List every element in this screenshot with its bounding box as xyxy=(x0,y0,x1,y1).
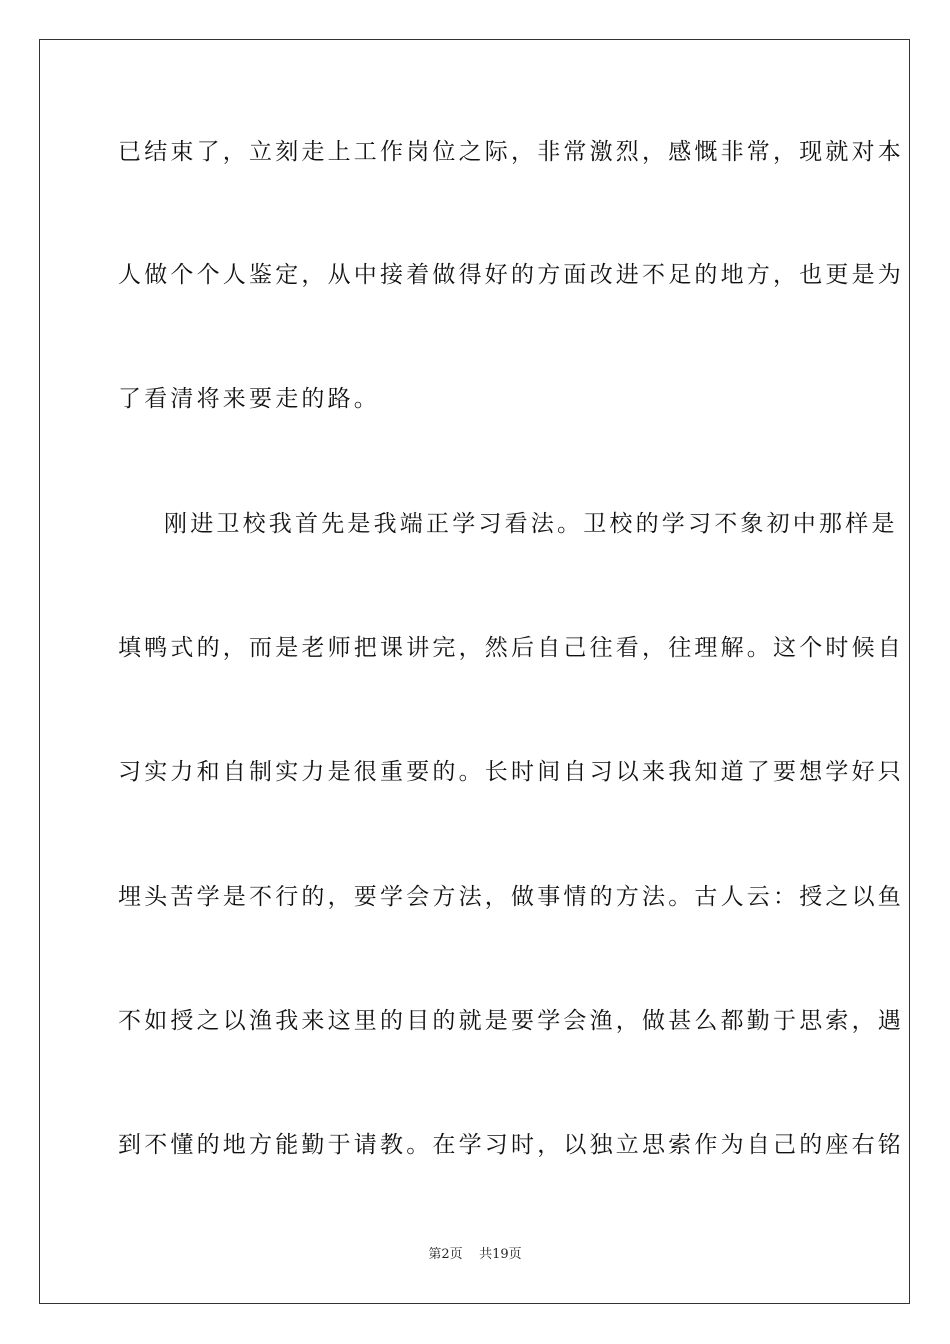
text-line-6: 习实力和自制实力是很重要的。长时间自习以来我知道了要想学好只 xyxy=(118,759,904,785)
text-line-9: 到不懂的地方能勤于请教。在学习时，以独立思索作为自己的座右铭 xyxy=(118,1132,904,1158)
page-border xyxy=(39,39,910,1304)
page-footer xyxy=(0,1246,950,1264)
text-line-5: 填鸭式的，而是老师把课讲完，然后自己往看，往理解。这个时候自 xyxy=(118,635,904,661)
page-total: 共19页 xyxy=(479,1247,522,1262)
text-line-1: 已结束了，立刻走上工作岗位之际，非常激烈，感慨非常，现就对本 xyxy=(118,139,904,165)
text-line-7: 埋头苦学是不行的，要学会方法，做事情的方法。古人云：授之以鱼 xyxy=(118,884,904,910)
page-number: 第2页 xyxy=(428,1247,463,1262)
text-line-3: 了看清将来要走的路。 xyxy=(118,386,380,412)
text-line-2: 人做个个人鉴定，从中接着做得好的方面改进不足的地方，也更是为 xyxy=(118,262,904,288)
text-line-8: 不如授之以渔我来这里的目的就是要学会渔，做甚么都勤于思索，遇 xyxy=(118,1008,904,1034)
paragraph-start-line: 刚进卫校我首先是我端正学习看法。卫校的学习不象初中那样是 xyxy=(164,511,898,537)
